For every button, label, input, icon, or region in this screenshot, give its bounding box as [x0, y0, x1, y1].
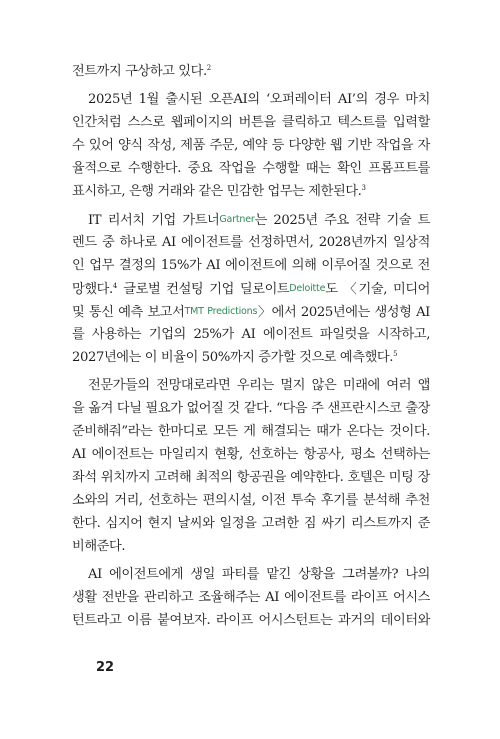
text-segment: 전트까지 구상하고 있다. — [72, 64, 207, 79]
text-line — [72, 466, 430, 490]
text-line — [72, 180, 366, 204]
text-segment: 을 옮겨 다닐 필요가 없어질 것 같다. “다음 주 샌프란시스코 출장 — [72, 401, 430, 416]
text-line — [72, 60, 211, 84]
text-segment: 턴트라고 이름 붙여보자. 라이프 어시스턴트는 과거의 데이터와 — [72, 613, 430, 628]
text-line — [72, 609, 430, 633]
text-line — [88, 208, 430, 232]
text-line — [72, 254, 430, 278]
page-number: 22 — [96, 660, 115, 675]
text-segment: 소와의 거리, 선호하는 편의시설, 이전 투숙 후기를 분석해 추천 — [72, 493, 430, 508]
text-line — [72, 512, 430, 536]
text-line — [72, 300, 430, 324]
text-line — [88, 88, 430, 112]
text-line — [72, 111, 430, 135]
text-segment: 를 사용하는 기업의 25%가 AI 에이전트 파일럿을 시작하고, — [72, 327, 430, 342]
text-segment: 수 있어 양식 작성, 제품 주문, 예약 등 다양한 웹 기반 작업을 자 — [72, 138, 430, 153]
text-line — [72, 157, 430, 181]
text-segment: 도 〈기술, 미디어 — [325, 282, 430, 297]
text-segment: 망했다. — [72, 282, 113, 297]
text-line — [72, 443, 430, 467]
text-segment: 생활 전반을 관리하고 조율해주는 AI 에이전트를 라이프 어시스 — [72, 590, 430, 605]
text-segment: 는 2025년 주요 전략 기술 트 — [254, 213, 430, 228]
text-line — [72, 134, 430, 158]
text-line — [72, 277, 430, 301]
text-segment: IT 리서치 기업 가트너 — [88, 213, 220, 228]
text-segment: 및 통신 예측 보고서 — [72, 305, 185, 320]
text-line — [72, 586, 430, 610]
text-segment: AI 에이전트에게 생일 파티를 맡긴 상황을 그려볼까? 나의 — [88, 567, 430, 582]
text-line — [72, 489, 430, 513]
text-segment: 〉에서 2025년에는 생성형 AI — [257, 305, 430, 320]
text-line — [72, 346, 398, 370]
text-segment: 렌드 중 하나로 AI 에이전트를 선정하면서, 2028년까지 일상적 — [72, 235, 430, 250]
footnote-marker: 3 — [361, 184, 366, 192]
footnote-marker: 2 — [206, 64, 212, 72]
text-line — [72, 535, 125, 559]
text-segment: 좌석 위치까지 고려해 최적의 항공권을 예약한다. 호텔은 미팅 장 — [72, 470, 430, 485]
text-segment: 전문가들의 전망대로라면 우리는 멀지 않은 미래에 여러 앱 — [88, 378, 430, 393]
text-segment: 2025년 1월 출시된 오픈AI의 ‘오퍼레이터 AI’의 경우 마치 — [88, 92, 430, 107]
text-segment: 한다. 심지어 현지 날씨와 일정을 고려한 짐 싸기 리스트까지 준 — [72, 516, 430, 531]
text-line — [72, 420, 430, 444]
text-segment: 비해준다. — [72, 539, 126, 554]
inline-annotation: Deloitte — [289, 283, 326, 294]
inline-annotation: TMT Predictions — [184, 306, 258, 317]
text-line — [88, 563, 430, 587]
text-line — [72, 397, 430, 421]
text-segment: 율적으로 수행한다. 중요 작업을 수행할 때는 확인 프롬프트를 — [72, 161, 430, 176]
text-line — [72, 323, 430, 347]
footnote-marker: 4 — [112, 282, 118, 290]
inline-annotation: Gartner — [219, 214, 255, 225]
text-segment: 준비해줘”라는 한마디로 모든 게 해결되는 때가 온다는 것이다. — [72, 424, 430, 439]
text-segment: 표시하고, 은행 거래와 같은 민감한 업무는 제한된다. — [72, 184, 362, 199]
text-segment: 글로벌 컨설팅 기업 딜로이트 — [117, 282, 290, 297]
text-segment: 인간처럼 스스로 웹페이지의 버튼을 클릭하고 텍스트를 입력할 — [72, 115, 430, 130]
text-segment: 인 업무 결정의 15%가 AI 에이전트에 의해 이루어질 것으로 전 — [72, 258, 430, 273]
text-line — [72, 231, 430, 255]
text-segment: AI 에이전트는 마일리지 현황, 선호하는 항공사, 평소 선택하는 — [72, 447, 430, 462]
footnote-marker: 5 — [393, 350, 398, 358]
text-segment: 2027년에는 이 비율이 50%까지 증가할 것으로 예측했다. — [72, 350, 394, 365]
text-line — [88, 374, 430, 398]
